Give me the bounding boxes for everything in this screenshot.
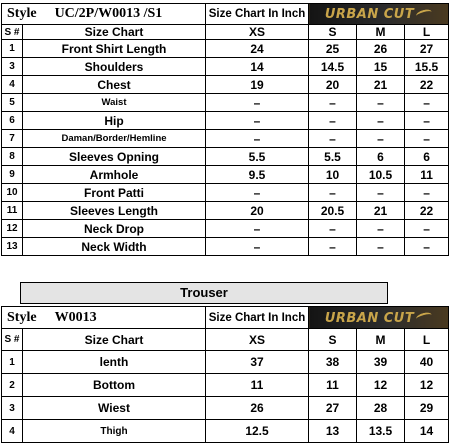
measurement-label: Neck Width (23, 238, 206, 256)
value-l: 12 (405, 374, 449, 397)
style-key: Style (7, 309, 37, 325)
value-s: 11 (309, 374, 357, 397)
logo-swoosh-icon (415, 8, 433, 20)
measurement-label: Front Shirt Length (23, 40, 206, 58)
value-s: – (309, 184, 357, 202)
size-header-m: M (357, 329, 405, 351)
value-m: 39 (357, 351, 405, 374)
value-l: 15.5 (405, 58, 449, 76)
value-xs: 14 (206, 58, 309, 76)
row-number: 13 (2, 238, 23, 256)
column-header-row (2, 329, 449, 351)
value-xs: 12.5 (206, 420, 309, 443)
value-xs: – (206, 238, 309, 256)
value-l: 22 (405, 202, 449, 220)
value-l: 14 (405, 420, 449, 443)
row-number: 3 (2, 397, 23, 420)
value-s: 13 (309, 420, 357, 443)
size-header-l: L (405, 329, 449, 351)
table-row (2, 220, 449, 238)
table-row (2, 130, 449, 148)
trouser-banner: Trouser (20, 282, 388, 304)
value-m: – (357, 184, 405, 202)
value-m: – (357, 130, 405, 148)
size-header-s: S (309, 25, 357, 40)
value-xs: 20 (206, 202, 309, 220)
value-xs: – (206, 184, 309, 202)
table-row (2, 397, 449, 420)
value-l: 6 (405, 148, 449, 166)
style-header-row (2, 307, 449, 329)
size-header-l: L (405, 25, 449, 40)
row-number: 9 (2, 166, 23, 184)
value-m: – (357, 112, 405, 130)
measurement-label: lenth (23, 351, 206, 374)
table-row (2, 351, 449, 374)
measurement-label: Sleeves Length (23, 202, 206, 220)
value-m: – (357, 220, 405, 238)
value-s: 20.5 (309, 202, 357, 220)
value-xs: 24 (206, 40, 309, 58)
shirt-size-table (1, 3, 449, 256)
value-m: 21 (357, 202, 405, 220)
style-code: UC/2P/W0013 /S1 (54, 6, 163, 21)
value-s: – (309, 238, 357, 256)
size-header-xs: XS (206, 25, 309, 40)
measurement-label: Hip (23, 112, 206, 130)
measurement-label: Bottom (23, 374, 206, 397)
value-l: 29 (405, 397, 449, 420)
value-m: 12 (357, 374, 405, 397)
value-xs: 9.5 (206, 166, 309, 184)
value-xs: 26 (206, 397, 309, 420)
value-l: – (405, 112, 449, 130)
size-header-xs: XS (206, 329, 309, 351)
table-row (2, 94, 449, 112)
table-row (2, 58, 449, 76)
value-m: 15 (357, 58, 405, 76)
row-number: 8 (2, 148, 23, 166)
row-number: 6 (2, 112, 23, 130)
trouser-size-table (1, 306, 449, 443)
measurement-label: Front Patti (23, 184, 206, 202)
value-s: 10 (309, 166, 357, 184)
value-l: – (405, 220, 449, 238)
value-xs: 19 (206, 76, 309, 94)
table-row (2, 202, 449, 220)
chart-title: Size Chart In Inch (206, 307, 309, 329)
value-l: – (405, 130, 449, 148)
value-l: 40 (405, 351, 449, 374)
row-number: 2 (2, 374, 23, 397)
value-l: – (405, 94, 449, 112)
value-xs: 5.5 (206, 148, 309, 166)
measurement-label: Neck Drop (23, 220, 206, 238)
row-number: 4 (2, 420, 23, 443)
value-xs: – (206, 130, 309, 148)
size-header-s: S (309, 329, 357, 351)
value-m: – (357, 238, 405, 256)
sn-header: S # (2, 25, 23, 40)
measurement-label: Chest (23, 76, 206, 94)
brand-logo (309, 307, 449, 329)
row-number: 3 (2, 58, 23, 76)
style-code: W0013 (54, 309, 97, 325)
logo-swoosh-icon (415, 311, 433, 323)
style-cell (2, 307, 206, 329)
row-number: 5 (2, 94, 23, 112)
value-m: 10.5 (357, 166, 405, 184)
row-number: 7 (2, 130, 23, 148)
row-number: 1 (2, 40, 23, 58)
value-l: 11 (405, 166, 449, 184)
value-m: 21 (357, 76, 405, 94)
value-l: – (405, 184, 449, 202)
value-xs: 11 (206, 374, 309, 397)
table-row (2, 76, 449, 94)
value-m: 28 (357, 397, 405, 420)
table-row (2, 112, 449, 130)
value-s: – (309, 112, 357, 130)
value-s: – (309, 94, 357, 112)
table-row (2, 148, 449, 166)
value-s: 20 (309, 76, 357, 94)
logo-text: URBAN CUT (324, 310, 415, 326)
table-row (2, 40, 449, 58)
brand-logo (309, 4, 449, 25)
measurement-label: Waist (23, 94, 206, 112)
value-s: 14.5 (309, 58, 357, 76)
measurement-label: Thigh (23, 420, 206, 443)
row-number: 4 (2, 76, 23, 94)
value-s: 27 (309, 397, 357, 420)
sn-header: S # (2, 329, 23, 351)
value-s: – (309, 130, 357, 148)
value-s: 25 (309, 40, 357, 58)
row-number: 12 (2, 220, 23, 238)
value-m: 13.5 (357, 420, 405, 443)
measurement-label: Wiest (23, 397, 206, 420)
value-s: 38 (309, 351, 357, 374)
row-number: 11 (2, 202, 23, 220)
column-header-row (2, 25, 449, 40)
value-xs: – (206, 220, 309, 238)
row-number: 1 (2, 351, 23, 374)
style-header-row (2, 4, 449, 25)
measurement-label: Armhole (23, 166, 206, 184)
value-m: – (357, 94, 405, 112)
value-xs: – (206, 94, 309, 112)
value-l: 22 (405, 76, 449, 94)
value-l: – (405, 238, 449, 256)
size-header-m: M (357, 25, 405, 40)
measurement-label: Shoulders (23, 58, 206, 76)
style-cell (2, 4, 206, 25)
size-chart-header: Size Chart (23, 329, 206, 351)
logo-text: URBAN CUT (324, 7, 415, 22)
chart-title: Size Chart In Inch (206, 4, 309, 25)
measurement-label: Daman/Border/Hemline (23, 130, 206, 148)
value-s: – (309, 220, 357, 238)
measurement-label: Sleeves Opning (23, 148, 206, 166)
table-row (2, 166, 449, 184)
value-xs: 37 (206, 351, 309, 374)
value-s: 5.5 (309, 148, 357, 166)
value-xs: – (206, 112, 309, 130)
table-row (2, 184, 449, 202)
style-key: Style (7, 6, 37, 21)
row-number: 10 (2, 184, 23, 202)
value-m: 26 (357, 40, 405, 58)
value-l: 27 (405, 40, 449, 58)
table-row (2, 374, 449, 397)
size-chart-header: Size Chart (23, 25, 206, 40)
table-row (2, 238, 449, 256)
value-m: 6 (357, 148, 405, 166)
table-row (2, 420, 449, 443)
